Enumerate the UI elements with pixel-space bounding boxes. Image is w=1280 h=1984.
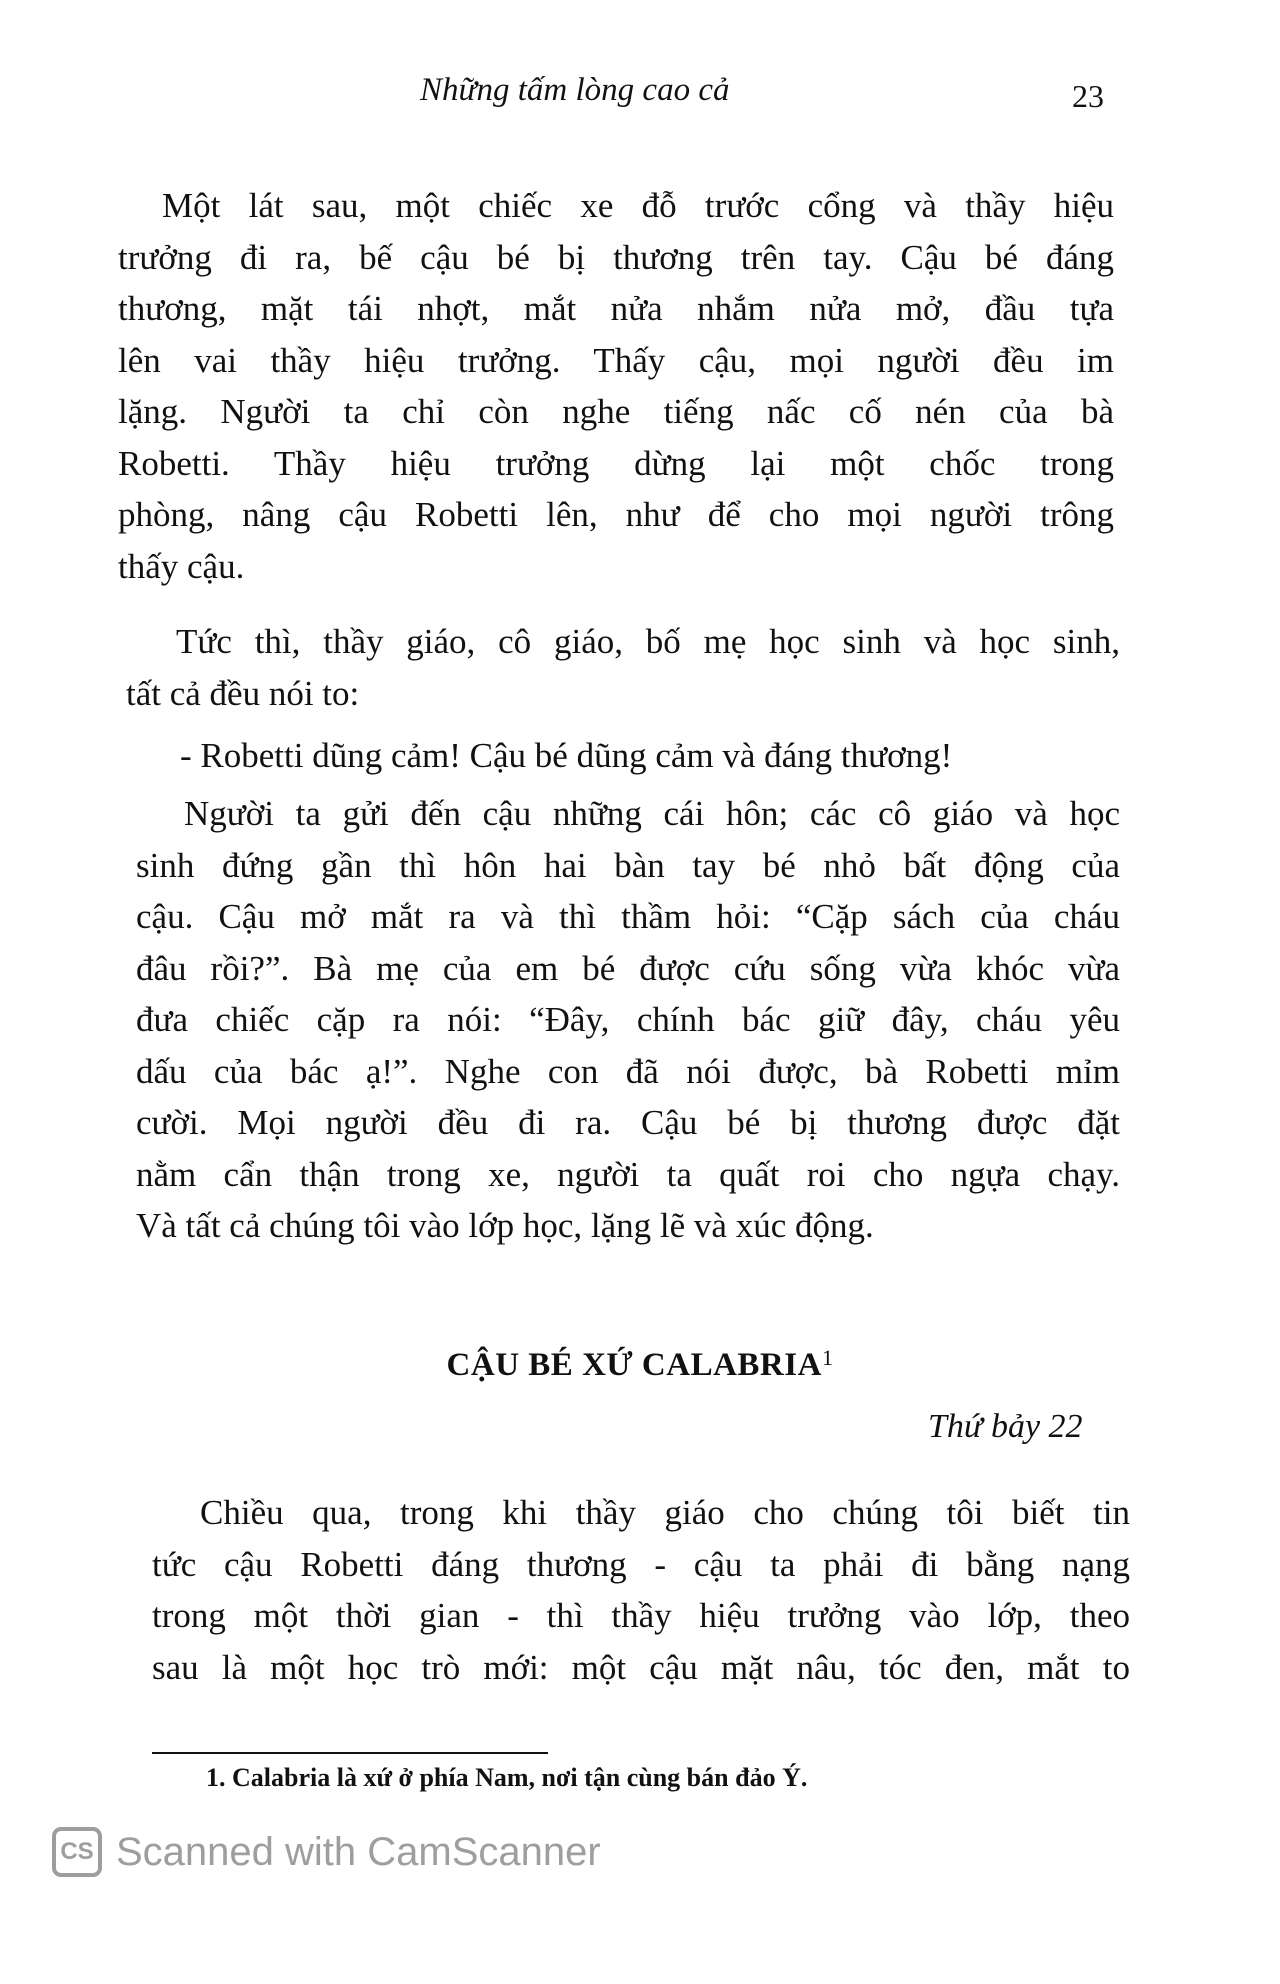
scanner-watermark: [52, 1827, 601, 1877]
text-line: tất cả đều nói to:: [126, 673, 360, 713]
text-line: thương, mặt tái nhợt, mắt nửa nhắm nửa mở, đầu tựa: [118, 289, 1114, 328]
text-line: Robetti. Thầy hiệu trưởng dừng lại một chốc trong: [118, 443, 1114, 483]
running-title: Những tấm lòng cao cả: [420, 72, 730, 108]
text-line: trong một thời gian - thì thầy hiệu trưởng vào lớp, theo: [152, 1596, 1130, 1635]
text-line: Và tất cả chúng tôi vào lớp học, lặng lẽ và xúc động.: [136, 1206, 874, 1245]
text-line: tức cậu Robetti đáng thương - cậu ta phải đi bằng nạng: [152, 1544, 1130, 1584]
section-title: [0, 1345, 1280, 1384]
text-line: Người ta gửi đến cậu những cái hôn; các cô giáo và học: [184, 794, 1120, 833]
page-number: 23: [1072, 78, 1104, 114]
text-line: Chiều qua, trong khi thầy giáo cho chúng tôi biết tin: [200, 1493, 1130, 1532]
paragraph-1: [118, 180, 1114, 592]
paragraph-4: [136, 788, 1120, 1252]
text-line: cười. Mọi người đều đi ra. Cậu bé bị thương được đặt: [136, 1103, 1120, 1142]
text-line: đưa chiếc cặp ra nói: “Đây, chính bác giữ đây, cháu yêu: [136, 1000, 1120, 1039]
footnote: 1. Calabria là xứ ở phía Nam, nơi tận cùng bán đảo Ý.: [206, 1763, 808, 1792]
dialogue-line: [180, 730, 1120, 782]
text-line: Tức thì, thầy giáo, cô giáo, bố mẹ học sinh và học sinh,: [176, 622, 1120, 661]
text-line: phòng, nâng cậu Robetti lên, như để cho mọi người trông: [118, 495, 1114, 534]
text-line: - Robetti dũng cảm! Cậu bé dũng cảm và đáng thương!: [180, 736, 953, 775]
text-line: trưởng đi ra, bế cậu bé bị thương trên tay. Cậu bé đáng: [118, 237, 1114, 277]
text-line: thấy cậu.: [118, 546, 245, 586]
text-line: sinh đứng gần thì hôn hai bàn tay bé nhỏ bất động của: [136, 845, 1120, 885]
section-date: Thứ bảy 22: [928, 1408, 1083, 1445]
text-line: sau là một học trò mới: một cậu mặt nâu, tóc đen, mắt to: [152, 1647, 1130, 1687]
watermark-text: Scanned with CamScanner: [116, 1829, 601, 1874]
text-line: lặng. Người ta chỉ còn nghe tiếng nấc cố nén của bà: [118, 392, 1114, 431]
text-line: lên vai thầy hiệu trưởng. Thấy cậu, mọi người đều im: [118, 340, 1114, 380]
section-title-text: CẬU BÉ XỨ CALABRIA: [446, 1347, 822, 1383]
text-line: cậu. Cậu mở mắt ra và thì thầm hỏi: “Cặp sách của cháu: [136, 897, 1120, 936]
section-paragraph: [152, 1487, 1130, 1693]
camscanner-logo-icon: CS: [52, 1827, 102, 1877]
text-line: nằm cẩn thận trong xe, người ta quất roi cho ngựa chạy.: [136, 1154, 1120, 1194]
text-line: dấu của bác ạ!”. Nghe con đã nói được, bà Robetti mỉm: [136, 1051, 1120, 1091]
footnote-marker: 1: [821, 1345, 834, 1370]
text-line: Một lát sau, một chiếc xe đỗ trước cổng và thầy hiệu: [162, 186, 1114, 225]
text-line: đâu rồi?”. Bà mẹ của em bé được cứu sống vừa khóc vừa: [136, 948, 1120, 988]
footnote-divider: [152, 1752, 548, 1754]
paragraph-2: [126, 616, 1120, 719]
